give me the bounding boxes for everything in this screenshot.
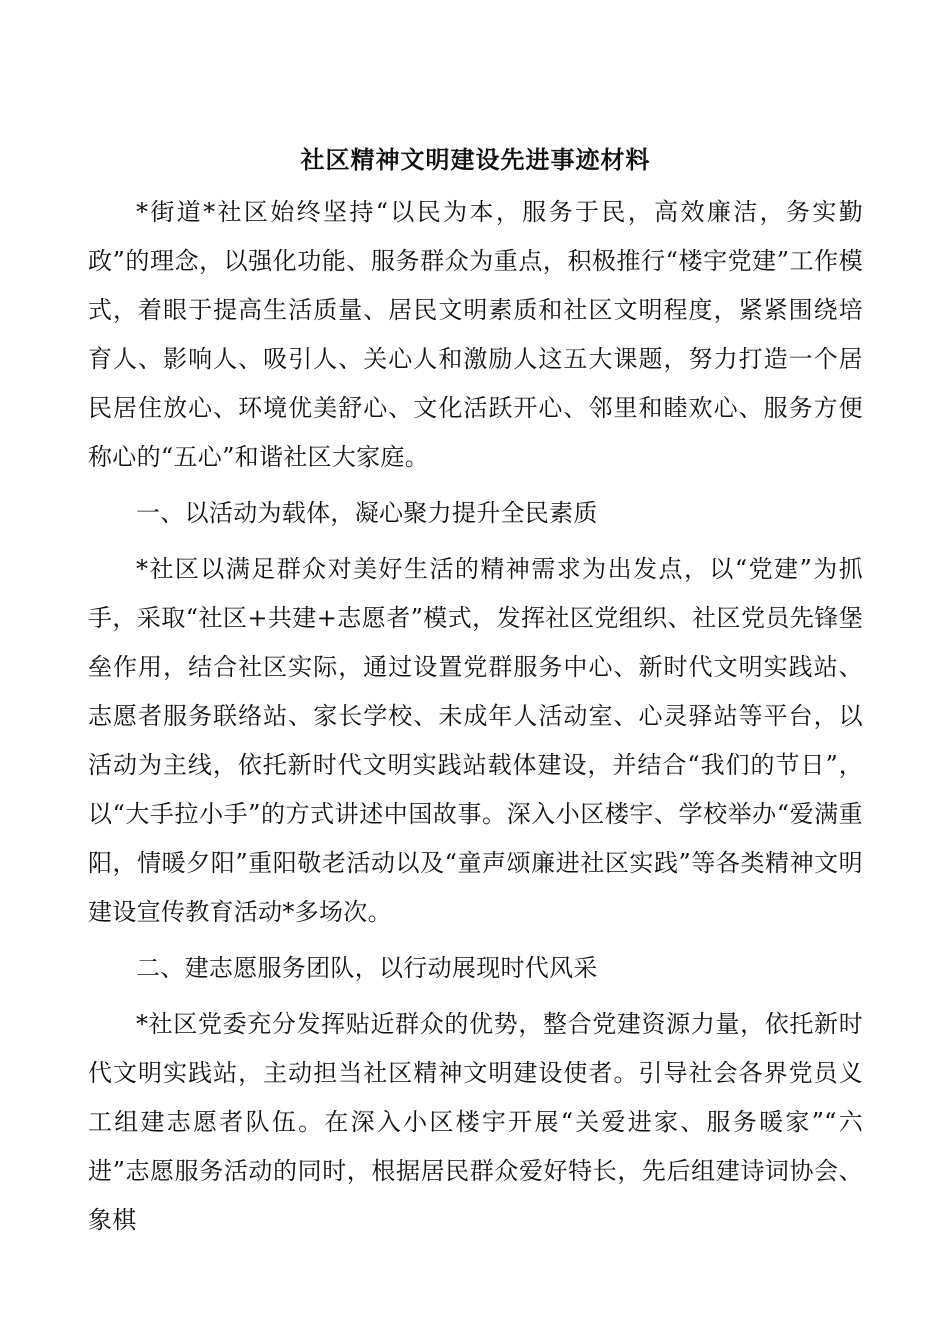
intro-paragraph: *街道*社区始终坚持“以民为本，服务于民，高效廉洁，务实勤政”的理念，以强化功能、服务群众为重点，积极推行“楼宇党建”工作模式，着眼于提高生活质量、居民文明素质和社区文明程度，紧紧围绕培育人、影响人、吸引人、关心人和激励人这五大课题，努力打造一个居民居住放心、环境优美舒心、文化活跃开心、邻里和睦欢心、服务方便称心的“五心”和谐社区大家庭。: [88, 198, 863, 471]
paragraph-spacer: [88, 937, 863, 944]
section-1-paragraph: *社区以满足群众对美好生活的精神需求为出发点，以“党建”为抓手，采取“社区+共建+志愿者”模式，发挥社区党组织、社区党员先锋堡垒作用，结合社区实际，通过设置党群服务中心、新时代文明实践站、志愿者服务联络站、家长学校、未成年人活动室、心灵驿站等平台，以活动为主线，依托新时代文明实践站载体建设，并结合“我们的节日”，以“大手拉小手”的方式讲述中国故事。深入小区楼宇、学校举办“爱满重阳，情暖夕阳”重阳敬老活动以及“童声颂廉进社区实践”等各类精神文明建设宣传教育活动*多场次。: [88, 555, 863, 926]
document-title: 社区精神文明建设先进事迹材料: [300, 145, 651, 174]
section-2-paragraph: *社区党委充分发挥贴近群众的优势，整合党建资源力量，依托新时代文明实践站，主动担当社区精神文明建设使者。引导社会各界党员义工组建志愿者队伍。在深入小区楼宇开展“关爱进家、服务暖家”“六进”志愿服务活动的同时，根据居民群众爱好特长，先后组建诗词协会、象棋: [88, 1010, 863, 1234]
section-heading-1: 一、以活动为载体，凝心聚力提升全民素质: [136, 499, 598, 527]
document-body: [88, 188, 863, 1245]
paragraph-spacer: [88, 538, 863, 545]
paragraph-spacer: [88, 482, 863, 489]
section-heading-2: 二、建志愿服务团队，以行动展现时代风采: [136, 954, 598, 982]
paragraph-spacer: [88, 993, 863, 1000]
